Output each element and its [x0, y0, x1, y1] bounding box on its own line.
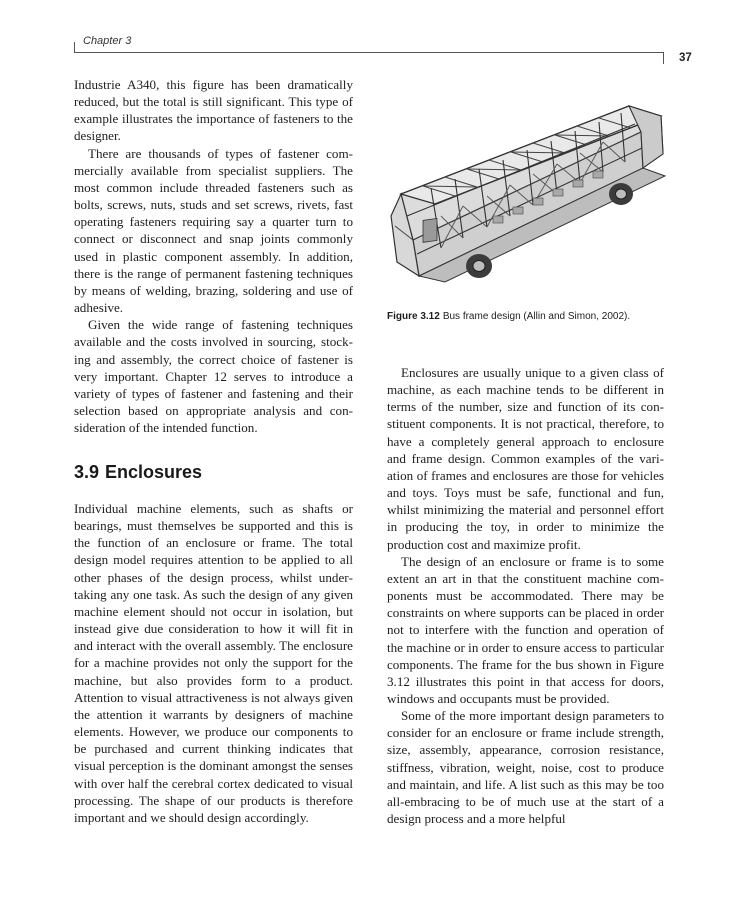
- left-column-bottom: [74, 500, 353, 826]
- section-title: Enclosures: [105, 462, 203, 482]
- paragraph: Given the wide range of fastening techniques available and the costs involved in sourcing, stocking and assembly, the correct choice of fastener is very important. Chapter 12 serves to introduce a variety of types of fastener and fastening and their selection based on appropriate analysis and consideration of the intended function.: [74, 317, 353, 436]
- bus-frame-illustration: [383, 76, 668, 286]
- paragraph: Individual machine elements, such as shafts or bearings, must themselves be supported and this is the function of an enclosure or frame. The total design model requires attention to be applied to all other phases of the design process, whilst undertaking any one task. As such the design of any given machine element should not occur in isolation, but instead give due consideration to how it will fit in and interact with the overall assembly. The enclosure for a machine provides not only the support for the machine, but also provides form to a product. Attention to visual attractiveness is not always given the attention it warrants by designers of machine elements. However, we produce our components to be purchased and current thinking indicates that visual perception is the dominant amongst the senses with over half the cerebral cortex dedicated to visual processing. The shape of our products is therefore important and we should design accordingly.: [74, 501, 353, 825]
- figure-caption: [387, 311, 687, 322]
- figure-caption-text: Bus frame design (Allin and Simon, 2002).: [442, 311, 631, 322]
- section-heading: [74, 462, 202, 483]
- header-rule: [74, 52, 664, 53]
- bus-frame-figure: [383, 76, 668, 286]
- paragraph: The design of an enclosure or frame is to some extent an art in that the constituent machine components must be accommodated. There may be constraints on where supports can be placed in order not to interfere with the function and operation of the machine or in order to ensure access to particular components. The frame for the bus shown in Figure 3.12 illustrates this point in that access for doors, windows and occupants must be provided.: [387, 553, 664, 706]
- left-column-top: [74, 76, 353, 436]
- figure-label: Figure 3.12: [387, 311, 440, 322]
- running-header-chapter: Chapter 3: [83, 35, 132, 47]
- section-number: 3.9: [74, 462, 100, 482]
- page-number: 37: [679, 52, 692, 64]
- paragraph: Enclosures are usually unique to a given class of machine, as each machine tends to be different in terms of the number, size and function of its constituent components. It is not practical, therefore, to have a completely general approach to enclosure and frame design. Common examples of the variation of frames and enclosures are those for vehicles and toys. Toys must be safe, functional and fun, whilst minimizing the material and personnel effort in producing the toy, in order to minimize the production cost and maximize profit.: [387, 365, 664, 552]
- paragraph: Industrie A340, this figure has been dramatically reduced, but the total is still significant. This type of example illustrates the importance of fasteners to the designer.: [74, 77, 353, 144]
- header-rule-right-tick: [663, 52, 664, 64]
- paragraph: Some of the more important design parameters to consider for an enclosure or frame include strength, size, assembly, appearance, corrosion resistance, stiffness, vibration, weight, noise, cost to produce and maintain, and life. A list such as this may be too all-embracing to be of much use at the start of a design process and a more helpful: [387, 708, 664, 827]
- right-column: [387, 364, 664, 827]
- paragraph: There are thousands of types of fastener commercially available from specialist suppliers. The most common include threaded fasteners such as bolts, screws, nuts, studs and set screws, rivets, fast operating fasteners requiring say a quarter turn to connect or disconnect and snap joints commonly used in plastic component assembly. In addition, there is the range of permanent fastening techniques by means of welding, brazing, soldering and use of adhesive.: [74, 145, 353, 316]
